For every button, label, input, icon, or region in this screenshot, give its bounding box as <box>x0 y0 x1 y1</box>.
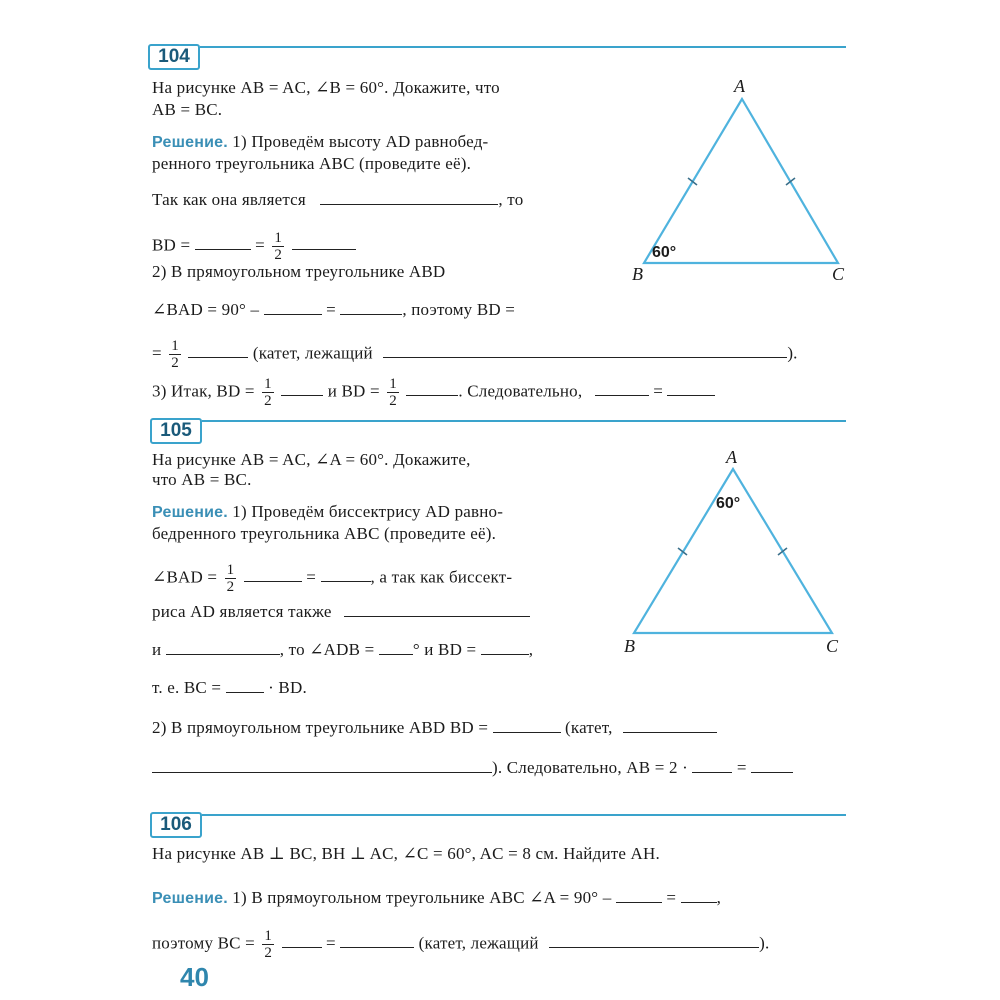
p105-step2-line1: 2) В прямоугольном треугольнике ABD BD = (катет, <box>152 718 717 738</box>
problem-number-106: 106 <box>150 812 202 838</box>
fraction-half: $\frac{1}{2}$ <box>226 562 235 595</box>
solution-label: Решение. <box>152 890 228 907</box>
p104-solution-line3: Так как она является , то <box>152 190 524 209</box>
solution-label: Решение. <box>152 504 228 521</box>
triangle-figure-104 <box>632 76 845 284</box>
p105-solution-line1: Решение. 1) Проведём биссектрису AD равно- <box>152 502 504 521</box>
problem-number-104: 104 <box>148 44 200 70</box>
p105-solution-line5: и , то ∠ADB = ° и BD = , <box>152 640 534 659</box>
problem-number-105: 105 <box>150 418 202 444</box>
p104-statement-line2: AB = BC. <box>152 100 223 119</box>
fraction-half: $\frac{1}{2}$ <box>389 376 397 409</box>
vertex-label-c: C <box>832 264 845 284</box>
vertex-label-b: B <box>632 264 643 284</box>
page-number: 40 <box>180 962 209 992</box>
p105-step2-line2: ). Следовательно, AB = 2 · = <box>152 758 793 778</box>
p104-solution-line4: BD = = $\frac{1}{2}$ <box>152 230 356 263</box>
triangle-figure-105 <box>624 447 839 656</box>
p104-step2-line3: = $\frac{1}{2}$ (катет, лежащий ). <box>152 338 798 371</box>
vertex-label-a: A <box>734 76 745 96</box>
p106-solution-line2: поэтому BC = $\frac{1}{2}$ = (катет, лежащий ). <box>152 928 770 961</box>
angle-label-60: 60° <box>716 495 741 512</box>
vertex-label-c: C <box>826 636 839 656</box>
p105-solution-line2: бедренного треугольника ABC (проведите её). <box>152 524 497 543</box>
fraction-half: $\frac{1}{2}$ <box>171 338 179 371</box>
vertex-label-a: A <box>726 447 737 467</box>
p105-solution-line4: риса AD является также <box>152 602 530 622</box>
p104-statement-line1: На рисунке AB = AC, ∠B = 60°. Докажите, что <box>152 78 500 97</box>
p104-step2-line1: 2) В прямоугольном треугольнике ABD <box>152 262 446 281</box>
vertex-label-b: B <box>624 636 635 656</box>
p106-statement: На рисунке AB ⊥ BC, BH ⊥ AC, ∠C = 60°, AC = 8 см. Найдите AH. <box>152 844 660 863</box>
p104-solution-line2: ренного треугольника ABC (проведите её). <box>152 154 472 173</box>
p105-statement-line2: что AB = BC. <box>152 470 252 489</box>
fraction-half: $\frac{1}{2}$ <box>264 376 272 409</box>
p104-step2-line2: ∠BAD = 90° – = , поэтому BD = <box>152 300 516 319</box>
p106-solution-line1: Решение. 1) В прямоугольном треугольнике ABC ∠A = 90° – = , <box>152 888 722 907</box>
fraction-half: $\frac{1}{2}$ <box>274 230 283 263</box>
angle-label-60: 60° <box>652 244 677 261</box>
p104-step3: 3) Итак, BD = $\frac{1}{2}$ и BD = $\frac{1}{2}$ . Следовательно, = <box>152 376 715 409</box>
fraction-half: $\frac{1}{2}$ <box>264 928 273 961</box>
p105-solution-line6: т. е. BC = · BD. <box>152 678 307 697</box>
p105-solution-line3: ∠BAD = $\frac{1}{2}$ = , а так как биссект- <box>152 562 513 595</box>
triangle-abc <box>634 469 832 633</box>
solution-label: Решение. <box>152 134 228 151</box>
p105-statement-line1: На рисунке AB = AC, ∠A = 60°. Докажите, <box>152 450 471 469</box>
p104-solution-line1: Решение. 1) Проведём высоту AD равнобед- <box>152 132 489 151</box>
triangle-abc <box>644 99 838 263</box>
